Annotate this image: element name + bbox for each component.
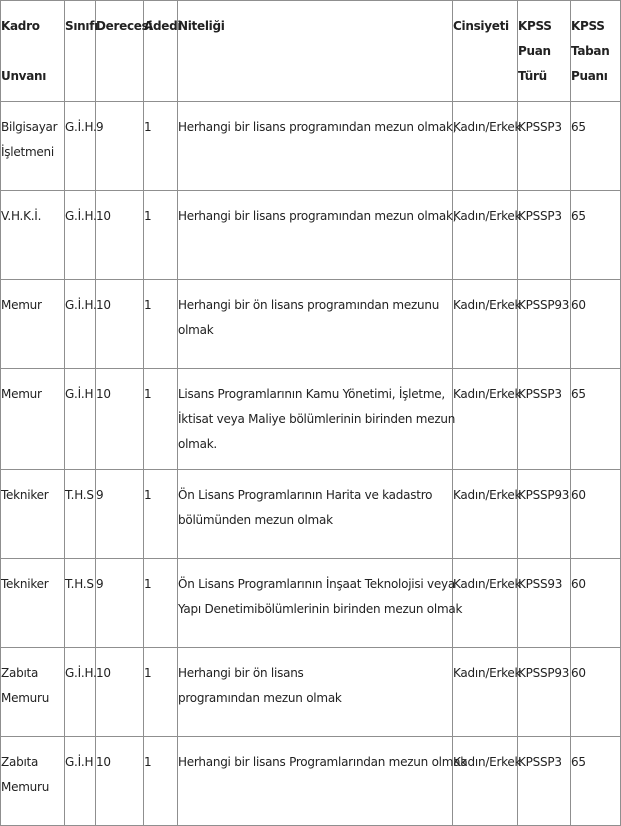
cell-cinsiyet <box>453 648 522 737</box>
cell-text-line: Kadın/Erkek <box>453 120 522 134</box>
cell-sinif <box>65 559 96 648</box>
cell-text-line <box>178 775 452 800</box>
cell-text-line: 10 <box>96 387 111 401</box>
header-sinifi <box>65 1 96 102</box>
cell-text-line: G.İ.H. <box>65 666 97 680</box>
cell-text-line: Kadın/Erkek <box>453 577 522 591</box>
cell-puan-turu <box>518 648 571 737</box>
cell-text-line: Ön Lisans Programlarının İnşaat Teknolojisi veya <box>178 577 455 591</box>
header-kpss-taban-2: Taban <box>571 44 610 58</box>
cell-unvan <box>1 559 65 648</box>
cell-text-line: Tekniker <box>1 488 49 502</box>
cell-text-line <box>178 800 452 825</box>
cell-text-line: KPSS93 <box>518 577 563 591</box>
cell-nitelik <box>178 102 457 191</box>
cell-text-line: 65 <box>571 755 586 769</box>
cell-text-line: Niteliği <box>178 19 225 33</box>
cell-text-line <box>1 318 64 343</box>
cell-text-line: 1 <box>144 488 152 502</box>
cell-text-line: Memuru <box>1 780 50 794</box>
cell-puan-turu <box>518 470 571 559</box>
cell-unvan <box>1 191 65 280</box>
cell-text-line: olmak <box>178 323 214 337</box>
cell-text-line: 1 <box>144 666 152 680</box>
cell-adet <box>144 559 178 648</box>
cell-taban <box>571 737 621 826</box>
header-kadro-unvani <box>1 1 65 102</box>
cell-text-line: KPSSP93 <box>518 298 570 312</box>
cell-puan-turu <box>518 280 571 369</box>
cell-text-line: G.İ.H <box>65 387 94 401</box>
table-row <box>1 191 621 280</box>
cell-derece <box>96 737 144 826</box>
cell-text-line: Herhangi bir ön lisans <box>178 666 304 680</box>
cell-nitelik <box>178 280 453 369</box>
cell-text-line: 9 <box>96 577 104 591</box>
cell-adet <box>144 280 178 369</box>
cell-taban <box>571 369 621 470</box>
cell-text-line: 9 <box>96 488 104 502</box>
cell-sinif <box>65 280 96 369</box>
cell-adet <box>144 470 178 559</box>
cell-text-line: V.H.K.İ. <box>1 209 42 223</box>
cell-puan-turu <box>518 559 571 648</box>
cell-text-line: Herhangi bir lisans programından mezun olmak, <box>178 209 457 223</box>
cell-text-line <box>1 229 64 254</box>
cell-adet <box>144 102 178 191</box>
header-kpss-taban-1: KPSS <box>571 19 605 33</box>
cell-text-line: 1 <box>144 387 152 401</box>
cell-text-line <box>1 407 64 432</box>
cell-text-line: KPSSP3 <box>518 387 562 401</box>
cell-text-line: Lisans Programlarının Kamu Yönetimi, İşletme, <box>178 387 445 401</box>
cell-text-line: T.H.S <box>65 488 94 502</box>
cell-text-line: 1 <box>144 577 152 591</box>
cell-derece <box>96 102 144 191</box>
cell-text-line: Yapı Denetimibölümlerinin birinden mezun olmak <box>178 602 463 616</box>
cell-text-line: Kadın/Erkek <box>453 755 522 769</box>
cell-nitelik <box>178 470 453 559</box>
cell-text-line <box>178 229 452 254</box>
cell-text-line <box>178 711 452 736</box>
cell-text-line: 10 <box>96 755 111 769</box>
cell-text-line: KPSSP3 <box>518 755 562 769</box>
cell-sinif <box>65 102 96 191</box>
header-kadro: Kadro <box>1 19 40 33</box>
cell-cinsiyet <box>453 737 522 826</box>
cell-text-line: Ön Lisans Programlarının Harita ve kadastro <box>178 488 433 502</box>
cell-adet <box>144 369 178 470</box>
cell-text-line: 9 <box>96 120 104 134</box>
cell-unvan <box>1 737 65 826</box>
header-kpss-puan-2: Puan <box>518 44 551 58</box>
cell-sinif <box>65 648 96 737</box>
cell-text-line: Herhangi bir lisans Programlarından mezun olmak <box>178 755 467 769</box>
cell-text-line: Kadın/Erkek <box>453 298 522 312</box>
cell-derece <box>96 648 144 737</box>
cell-text-line: Kadın/Erkek <box>453 209 522 223</box>
cell-unvan <box>1 648 65 737</box>
cell-text-line: Bilgisayar <box>1 120 58 134</box>
cell-text-line <box>178 140 452 165</box>
cell-unvan <box>1 102 65 191</box>
cell-cinsiyet <box>453 280 522 369</box>
cell-text-line <box>178 254 452 279</box>
cell-nitelik <box>178 559 463 648</box>
cell-cinsiyet <box>453 559 522 648</box>
cell-text-line: 65 <box>571 387 586 401</box>
cell-unvan <box>1 369 65 470</box>
cell-text-line: G.İ.H. <box>65 298 97 312</box>
table-row <box>1 470 621 559</box>
cell-unvan <box>1 280 65 369</box>
cell-text-line: 60 <box>571 298 586 312</box>
cell-text-line: G.İ.H. <box>65 209 97 223</box>
cell-cinsiyet <box>453 191 522 280</box>
cell-text-line: KPSSP93 <box>518 666 570 680</box>
cell-text-line <box>178 533 452 558</box>
header-kpss-puan-1: KPSS <box>518 19 552 33</box>
cell-text-line: Kadın/Erkek <box>453 387 522 401</box>
cell-puan-turu <box>518 369 571 470</box>
cell-text-line: KPSSP93 <box>518 488 570 502</box>
table-row <box>1 559 621 648</box>
cell-text-line <box>178 343 452 368</box>
cell-text-line: Memuru <box>1 691 50 705</box>
cell-text-line: 60 <box>571 577 586 591</box>
header-row <box>1 1 621 102</box>
cell-text-line: 1 <box>144 209 152 223</box>
header-kpss-taban-3: Puanı <box>571 69 608 83</box>
cell-adet <box>144 648 178 737</box>
cell-text-line: İşletmeni <box>1 145 54 159</box>
cell-derece <box>96 280 144 369</box>
cell-text-line <box>1 597 64 622</box>
table-row <box>1 102 621 191</box>
cell-derece <box>96 369 144 470</box>
cell-text-line: T.H.S <box>65 577 94 591</box>
cell-adet <box>144 737 178 826</box>
cell-nitelik <box>178 369 456 470</box>
cell-taban <box>571 102 621 191</box>
cell-text-line: Herhangi bir lisans programından mezun olmak, <box>178 120 457 134</box>
cell-cinsiyet <box>453 369 522 470</box>
cell-text-line: G.İ.H. <box>65 120 97 134</box>
cell-text-line: Memur <box>1 298 42 312</box>
cell-text-line: 60 <box>571 488 586 502</box>
cell-puan-turu <box>518 102 571 191</box>
table-row <box>1 737 621 826</box>
header-niteligi <box>178 1 453 102</box>
cell-derece <box>96 470 144 559</box>
header-kpss-puan-3: Türü <box>518 69 547 83</box>
cell-text-line: İktisat veya Maliye bölümlerinin birinden mezun <box>178 412 456 426</box>
cell-text-line: programından mezun olmak <box>178 691 342 705</box>
cell-text-line: bölümünden mezun olmak <box>178 513 333 527</box>
cell-cinsiyet <box>453 102 522 191</box>
cell-nitelik <box>178 737 467 826</box>
header-derecesi <box>96 1 153 102</box>
table-row <box>1 369 621 470</box>
header-adedi <box>144 1 182 102</box>
cell-text-line <box>178 622 452 647</box>
cell-puan-turu <box>518 737 571 826</box>
table-row <box>1 648 621 737</box>
cell-sinif <box>65 369 96 470</box>
cell-adet <box>144 191 178 280</box>
cell-text-line: Cinsiyeti <box>453 19 509 33</box>
cell-text-line: Herhangi bir ön lisans programından mezunu <box>178 298 440 312</box>
cell-text-line: Memur <box>1 387 42 401</box>
cell-text-line: 1 <box>144 120 152 134</box>
cell-text-line: olmak. <box>178 437 217 451</box>
cell-taban <box>571 191 621 280</box>
header-unvani: Unvanı <box>1 69 47 83</box>
cell-sinif <box>65 470 96 559</box>
cell-text-line: Kadın/Erkek <box>453 666 522 680</box>
cell-unvan <box>1 470 65 559</box>
cell-text-line: Kadın/Erkek <box>453 488 522 502</box>
cell-text-line: Tekniker <box>1 577 49 591</box>
cell-text-line: G.İ.H <box>65 755 94 769</box>
cell-derece <box>96 191 144 280</box>
cell-text-line: 65 <box>571 120 586 134</box>
cell-text-line: Zabıta <box>1 755 39 769</box>
cell-sinif <box>65 191 96 280</box>
header-cinsiyeti <box>453 1 518 102</box>
cell-text-line: Sınıfı <box>65 19 98 33</box>
cell-taban <box>571 559 621 648</box>
cell-derece <box>96 559 144 648</box>
cell-text-line: 1 <box>144 755 152 769</box>
cell-taban <box>571 470 621 559</box>
header-kpss-puan-turu <box>518 1 571 102</box>
cell-puan-turu <box>518 191 571 280</box>
cell-text-line: Adedi <box>144 19 182 33</box>
cell-text-line: Zabıta <box>1 666 39 680</box>
cell-text-line: 65 <box>571 209 586 223</box>
cell-taban <box>571 648 621 737</box>
cell-taban <box>571 280 621 369</box>
cell-text-line: Derecesi <box>96 19 153 33</box>
table-row <box>1 280 621 369</box>
cell-text-line: 60 <box>571 666 586 680</box>
cell-nitelik <box>178 191 457 280</box>
cell-text-line: 10 <box>96 298 111 312</box>
cell-text-line: KPSSP3 <box>518 209 562 223</box>
header-kpss-taban-puani <box>571 1 621 102</box>
cell-text-line: 10 <box>96 209 111 223</box>
cell-sinif <box>65 737 96 826</box>
cell-cinsiyet <box>453 470 522 559</box>
cell-text-line <box>1 508 64 533</box>
cell-text-line: 10 <box>96 666 111 680</box>
cell-text-line: KPSSP3 <box>518 120 562 134</box>
cell-nitelik <box>178 648 453 737</box>
cell-text-line <box>178 165 452 190</box>
cell-text-line: 1 <box>144 298 152 312</box>
